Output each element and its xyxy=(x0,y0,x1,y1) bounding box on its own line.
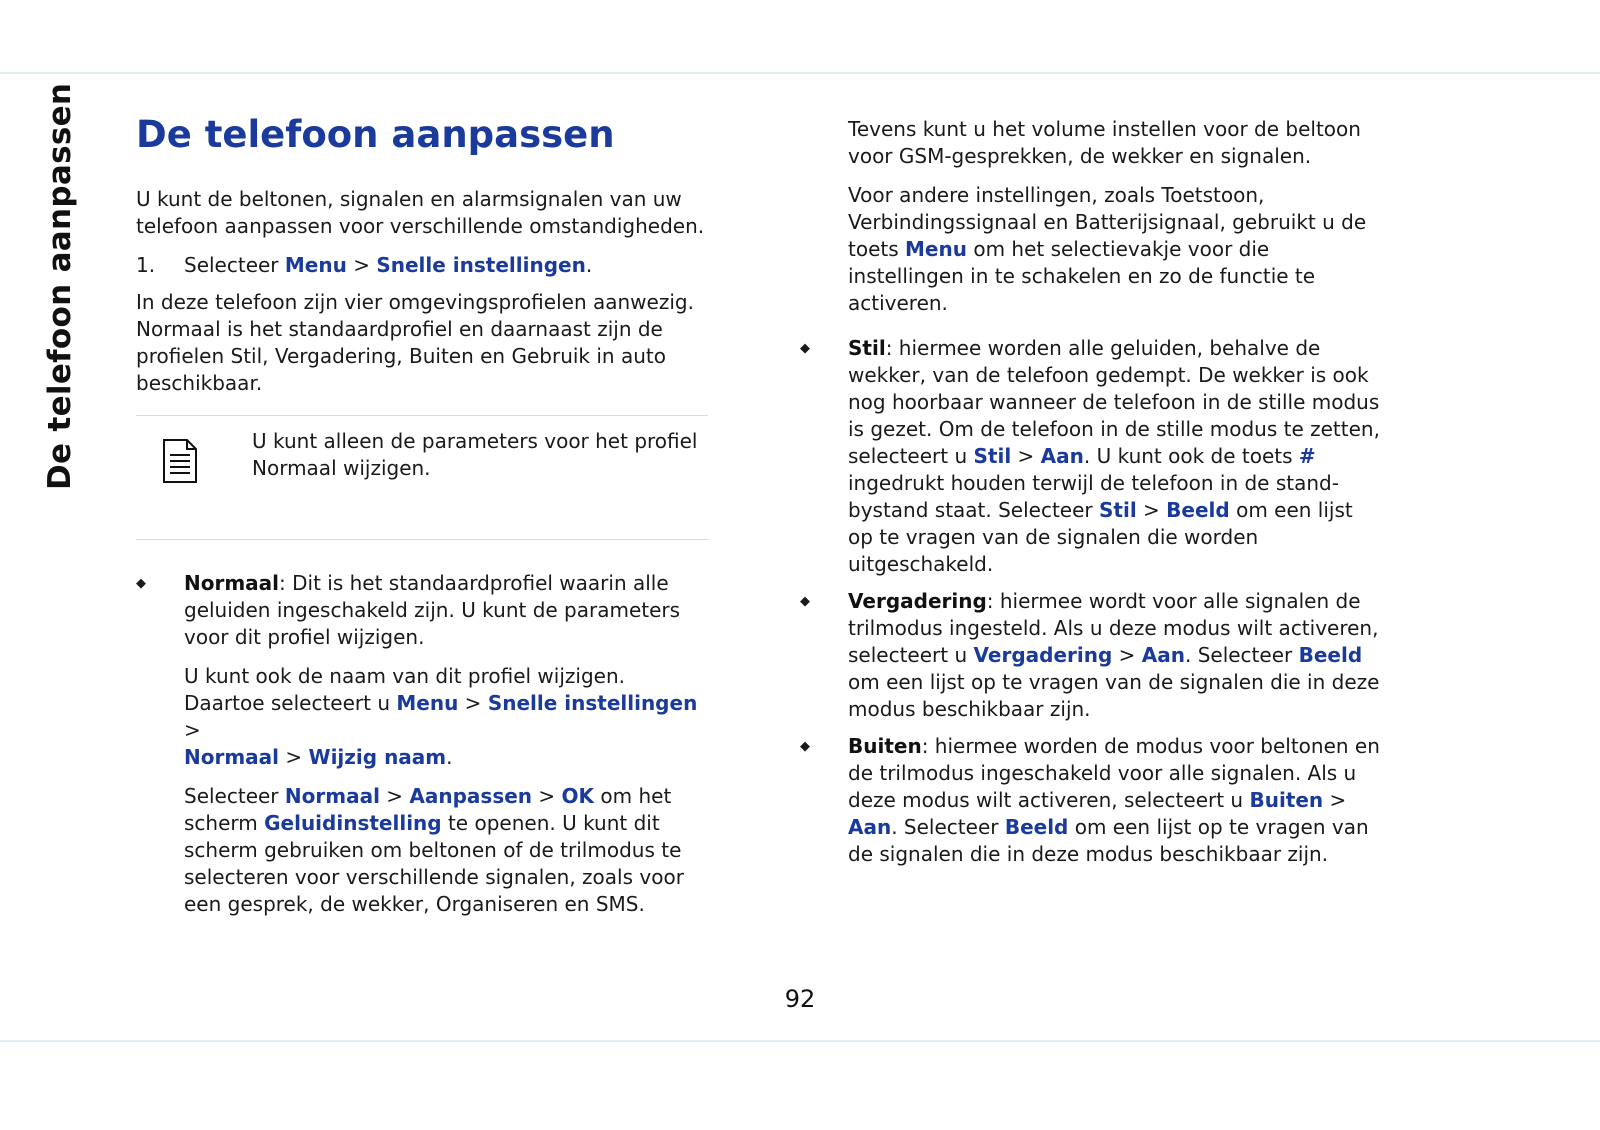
volume-paragraph: Tevens kunt u het volume instellen voor de beltoon voor GSM-gesprekken, de wekker en signalen. xyxy=(848,117,1361,168)
page-number: 92 xyxy=(784,985,816,1013)
list-item-vergadering: ◆ Vergadering: hiermee wordt voor alle signalen de trilmodus ingesteld. Als u deze modus wilt activeren, selecteert u Vergadering > Aan. Selecteer Beeld om een lijst op te vragen van de signalen die in deze modus beschikbaar zijn. xyxy=(800,589,1380,721)
bullet-diamond: ◆ xyxy=(800,739,810,754)
bullet-diamond: ◆ xyxy=(136,576,146,591)
term-stil: Stil xyxy=(848,336,886,360)
normaal-desc: Normaal: Dit is het standaardprofiel waarin alle geluiden ingeschakeld zijn. U kunt de parameters voor dit profiel wijzigen. xyxy=(184,571,681,649)
bullet-diamond: ◆ xyxy=(800,341,810,356)
term-normaal: Normaal xyxy=(184,571,280,595)
note-text: U kunt alleen de parameters voor het profiel Normaal wijzigen. xyxy=(252,429,698,480)
step-text: Selecteer Menu > Snelle instellingen. xyxy=(184,253,593,277)
right-column xyxy=(800,116,1380,868)
profiles-paragraph: In deze telefoon zijn vier omgevingsprofielen aanwezig. Normaal is het standaardprofiel en daarnaast zijn de profielen Stil, Vergadering, Buiten en Gebruik in auto beschikbaar. xyxy=(136,290,694,395)
side-section-title: De telefoon aanpassen xyxy=(42,82,78,490)
intro-paragraph: U kunt de beltonen, signalen en alarmsignalen van uw telefoon aanpassen voor verschillende omstandigheden. xyxy=(136,187,705,238)
page-title: De telefoon aanpassen xyxy=(136,113,615,156)
bullet-diamond: ◆ xyxy=(800,594,810,609)
list-item-buiten: ◆ Buiten: hiermee worden de modus voor beltonen en de trilmodus ingeschakeld voor alle signalen. Als u deze modus wilt activeren, selecteert u Buiten > Aan. Selecteer Beeld om een lijst op te vragen van de signalen die in deze modus beschikbaar zijn. xyxy=(800,734,1380,866)
top-rule xyxy=(0,72,1600,74)
term-vergadering: Vergadering xyxy=(848,589,987,613)
snelle-instellingen-keyword: Snelle instellingen xyxy=(376,253,586,277)
bottom-rule xyxy=(0,1040,1600,1042)
normaal-rename: U kunt ook de naam van dit profiel wijzigen. Daartoe selecteert u Menu > Snelle instellingen > Normaal > Wijzig naam. xyxy=(184,664,698,769)
step-1 xyxy=(136,252,708,279)
settings-paragraph: Voor andere instellingen, zoals Toetstoon, Verbindingssignaal en Batterijsignaal, gebruikt u de toets Menu om het selectievakje voor die instellingen in te schakelen en zo de functie te activeren. xyxy=(848,183,1367,315)
left-column xyxy=(136,110,708,930)
note-icon xyxy=(136,428,252,491)
list-item-normaal xyxy=(136,570,708,930)
note-box xyxy=(136,415,708,540)
normaal-geluid: Selecteer Normaal > Aanpassen > OK om het scherm Geluidinstelling te openen. U kunt dit scherm gebruiken om beltonen of de trilmodus te selecteren voor verschillende signalen, zoals voor een gesprek, de wekker, Organiseren en SMS. xyxy=(184,784,684,916)
menu-keyword: Menu xyxy=(284,253,347,277)
term-buiten: Buiten xyxy=(848,734,922,758)
step-number: 1. xyxy=(136,253,156,277)
list-item-stil: ◆ Stil: hiermee worden alle geluiden, behalve de wekker, van de telefoon gedempt. De wekker is ook nog hoorbaar wanneer de telefoon in de stille modus is gezet. Om de telefoon in de stille modus te zetten, selecteert u Stil > Aan. U kunt ook de toets # ingedrukt houden terwijl de telefoon in de stand-bystand staat. Selecteer Stil > Beeld om een lijst op te vragen van de signalen die worden uitgeschakeld. xyxy=(800,336,1380,576)
